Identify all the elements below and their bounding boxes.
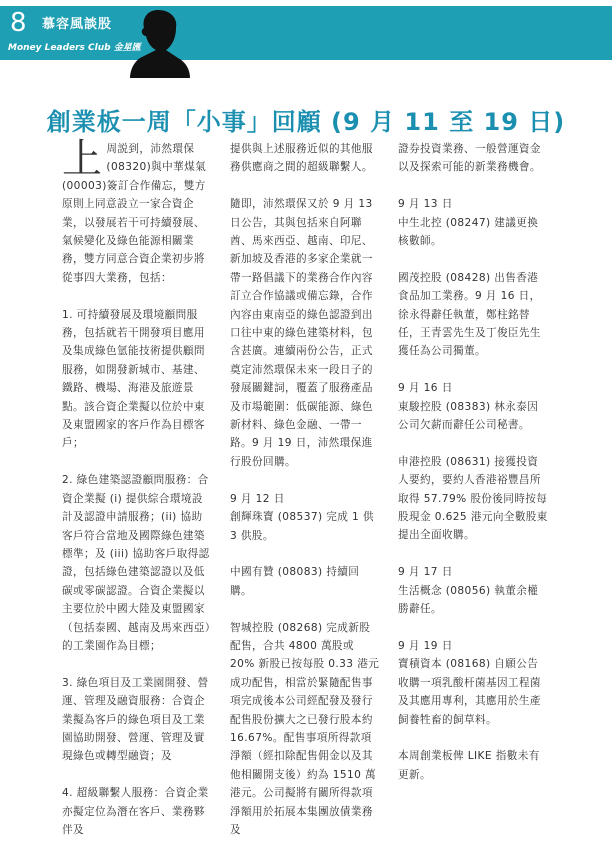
paragraph: 國茂控股 (08428) 出售香港食品加工業務。9 月 16 日，徐永得辭任執董，鄭柱銘替任，王青雲先生及丁俊臣先生獲任為公司獨董。: [398, 271, 541, 358]
paragraph: 4. 超級聯繫人服務：合資企業亦擬定位為潛在客戶、業務夥伴及: [62, 787, 209, 836]
column-subtitle: Money Leaders Club 金星匯: [8, 43, 141, 53]
paragraph: 2. 綠色建築認證顧問服務：合資企業擬 (i) 提供綜合環境設計及認證申請服務；(ii) 協助客戶符合當地及國際綠色建築標準；及 (iii) 協助客戶取得認證，包括綠色建築認證以及低碳或零碳認證。合資企業擬以主要位於中國大陸及東盟國家（包括泰國、越南及馬來西亞）的工業園作為目標；: [62, 474, 211, 652]
paragraph: 9 月 19 日 寶積資本 (08168) 自願公告收購一項乳酸杆菌基因工程菌及其應用專利，其應用於生產飼養牲畜的飼草料。: [398, 639, 541, 726]
column-title: 慕容風談股: [42, 17, 113, 32]
paragraph: 本周創業板俾 LIKE 指數未有更新。: [398, 750, 540, 781]
paragraph: 9 月 17 日 生活概念 (08056) 執董余權勝辭任。: [398, 566, 539, 616]
paragraph: 1. 可持續發展及環境顧問服務，包括就若干開發項目應用及集成綠色氫能技術提供顧問服務，如開發新城市、基建、鐵路、機場、海港及旅遊景點。該合資企業擬以位於中東及東盟國家的客戶作為目標客戶；: [62, 308, 205, 450]
paragraph: 提供與上述服務近似的其他服務供應商之間的超級聯繫人。: [230, 143, 373, 174]
paragraph: 隨即，沛然環保又於 9 月 13 日公告，其與包括來自阿聯酋、馬來西亞、越南、印尼、新加坡及香港的多家企業就一帶一路倡議下的業務合作內容訂立合作協議或備忘錄，合作內容由東南亞的綠色認證到出口往中東的綠色建築材料，包含甚廣。連續兩份公告，正式奠定沛然環保未來一段日子的發展關鍵詞，覆蓋了服務產品及市場範圍：低碳能源、綠色新材料、綠色金融、一帶一路。9 月 19 日，沛然環保進行股份回購。: [230, 198, 373, 468]
column-1: [62, 136, 212, 858]
paragraph: 9 月 12 日 創輝珠寶 (08537) 完成 1 供 3 供股。: [230, 492, 374, 542]
dropcap: 上: [62, 136, 103, 182]
column-3: [398, 140, 548, 803]
paragraph: 9 月 16 日 東駿控股 (08383) 林永泰因公司欠薪而辭任公司秘書。: [398, 382, 539, 432]
article-title: 創業板一周「小事」回顧 (9 月 11 至 19 日): [46, 108, 566, 136]
paragraph: 證券投資業務、一般營運資金以及探索可能的新業務機會。: [398, 143, 541, 174]
column-2: [230, 140, 380, 858]
author-silhouette-icon: [130, 6, 190, 78]
paragraph: 9 月 13 日 中生北控 (08247) 建議更換核數師。: [398, 198, 539, 248]
paragraph: 3. 綠色項目及工業園開發、營運、管理及融資服務：合資企業擬為客戶的綠色項目及工業園協助開發、營運、管理及實現綠色或轉型融資；及: [62, 676, 209, 763]
page-header: [0, 0, 612, 80]
paragraph: 中國有贊 (08083) 持續回購。: [230, 566, 360, 597]
paragraph-text: 周説到，沛然環保(08320)與中華煤氣(00003)簽訂合作備忘，雙方原則上同意設立一家合資企業，以發展若干可持續發展、氣候變化及綠色能源相關業務，雙方同意合資企業初步將從事四大業務，包括：: [62, 143, 207, 284]
page-number: 8: [10, 8, 27, 38]
paragraph: 智城控股 (08268) 完成新股配售，合共 4800 萬股或 20% 新股已按每股 0.33 港元成功配售，相當於緊隨配售事項完成後本公司經配發及發行配售股份擴大之已發行股本約 16.67%。配售事項所得款項淨額（經扣除配售佣金以及其他相關開支後）約為 1510 萬港元。公司擬將有關所得款項淨額用於拓展本集團放債業務及: [230, 621, 380, 836]
paragraph: 申港控股 (08631) 接獲投資人要約，要約人香港裕豐昌所取得 57.79% 股份後同時按每股現金 0.625 港元向全數股東提出全面收購。: [398, 455, 548, 542]
paragraph: [62, 136, 212, 287]
